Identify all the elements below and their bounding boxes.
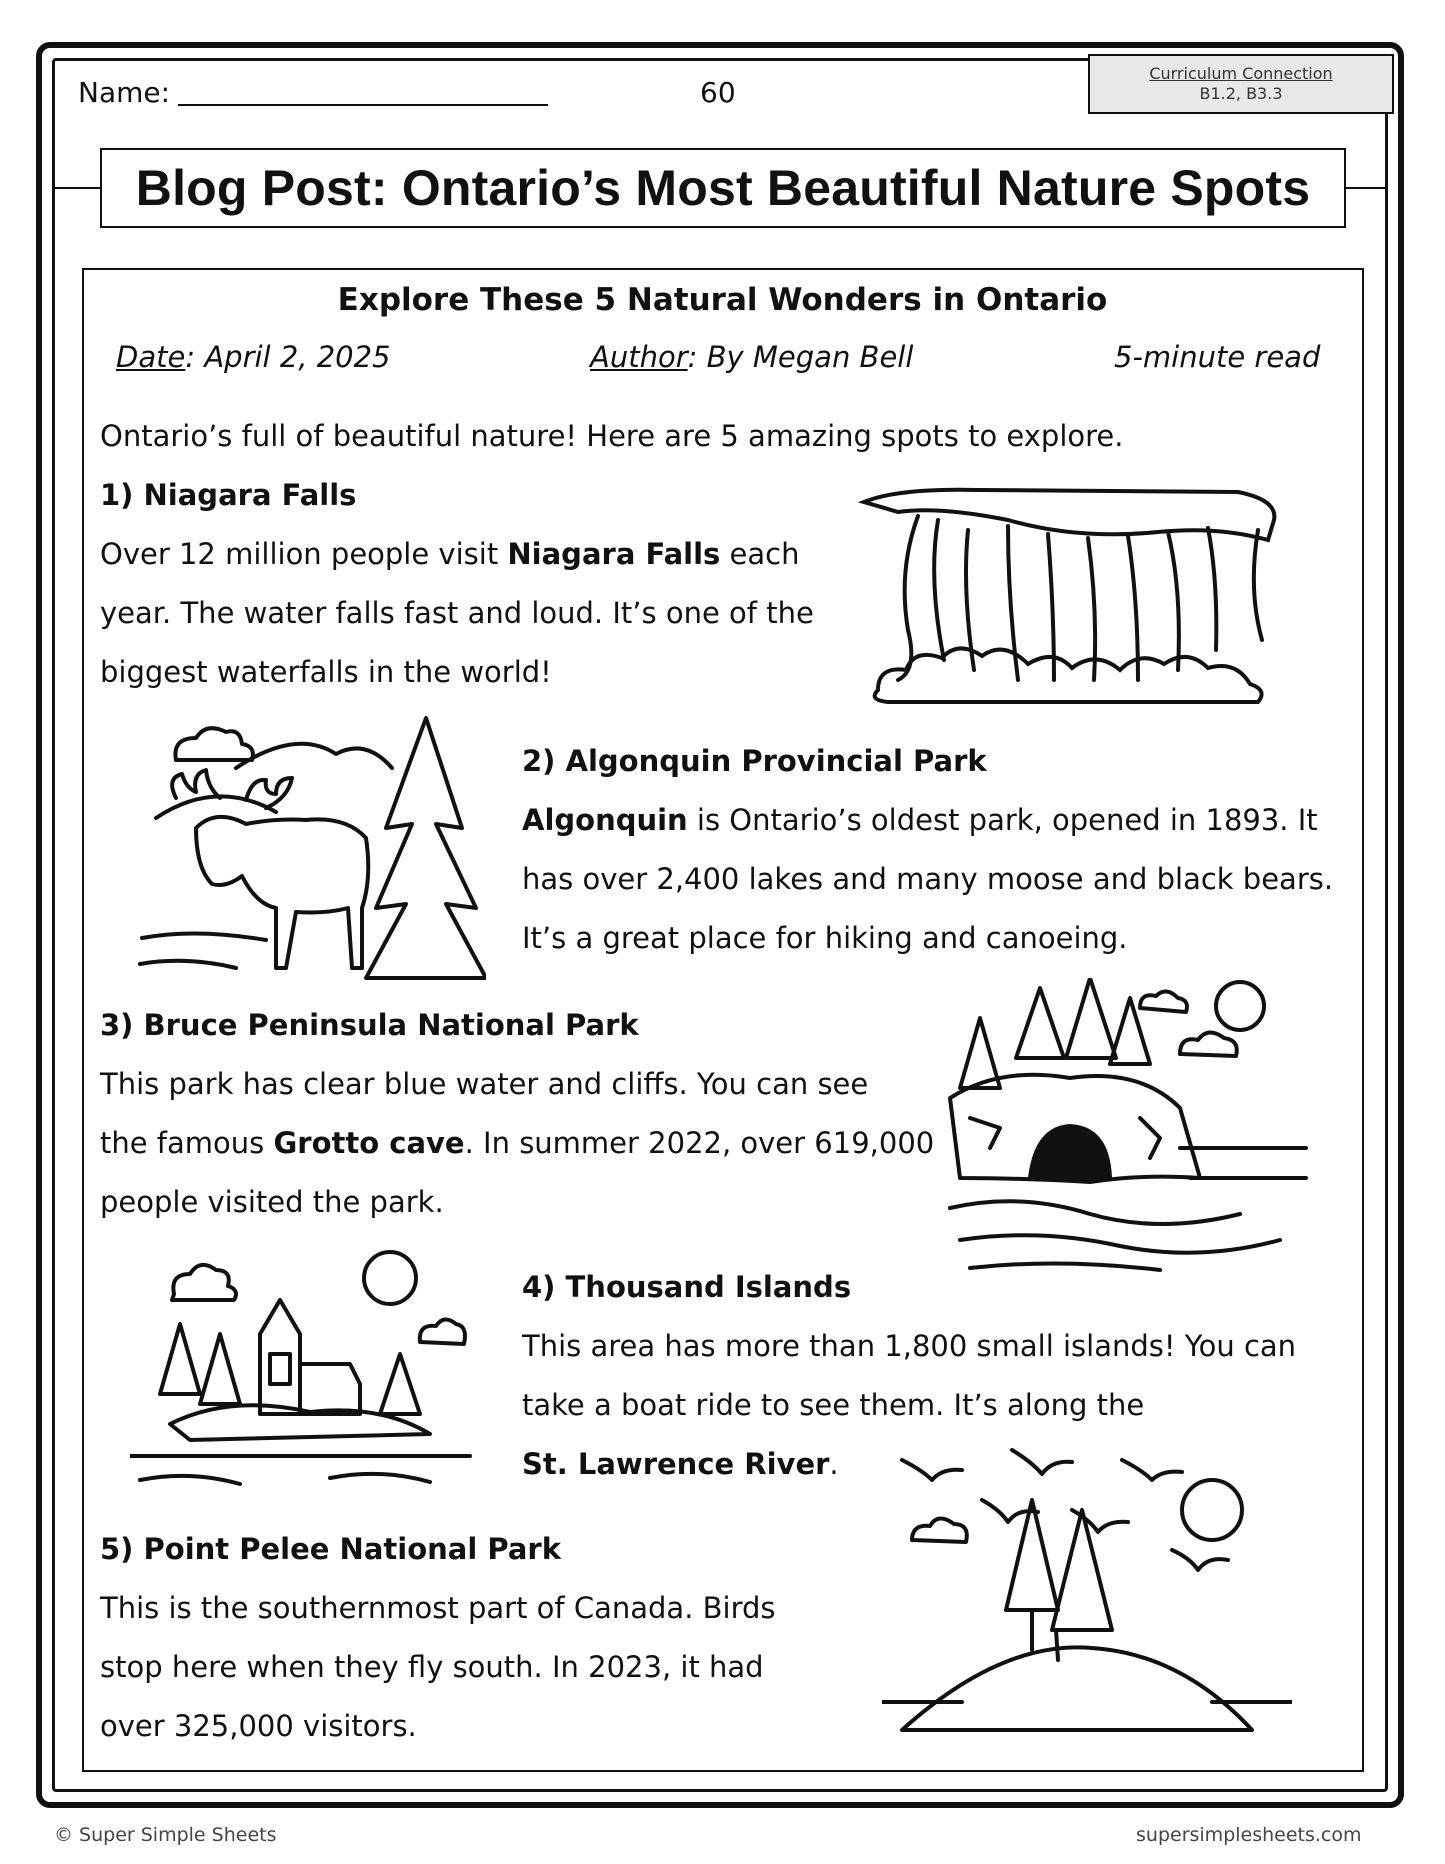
title-box (100, 148, 1346, 228)
section-point-pelee (100, 1520, 776, 1756)
text-run: year. The water falls fast and loud. It’s one of the (100, 596, 814, 630)
section-text-line (100, 1055, 934, 1114)
bold-term: St. Lawrence River (522, 1447, 830, 1481)
section-heading: 1) Niagara Falls (100, 478, 357, 512)
section-heading: 3) Bruce Peninsula National Park (100, 1008, 639, 1042)
section-bruce-peninsula (100, 996, 934, 1232)
bold-term: Algonquin (522, 803, 688, 837)
text-run: Over 12 million people visit (100, 537, 508, 571)
curriculum-title: Curriculum Connection (1149, 64, 1333, 83)
section-text-line (100, 1173, 934, 1232)
section-text-line (100, 584, 814, 643)
article-read-time: 5-minute read (1114, 340, 1321, 374)
text-run: the famous (100, 1126, 274, 1160)
text-run: stop here when they fly south. In 2023, it had (100, 1650, 764, 1684)
bold-term: Grotto cave (273, 1126, 465, 1160)
text-run: . (829, 1447, 839, 1481)
title-rule-right (1344, 187, 1388, 189)
article-author: Author: By Megan Bell (590, 340, 914, 374)
moose-forest-illustration (136, 708, 486, 988)
section-text-line (100, 1638, 776, 1697)
birds-trees-illustration (882, 1440, 1292, 1740)
text-run: biggest waterfalls in the world! (100, 655, 552, 689)
text-run: This is the southernmost part of Canada. Birds (100, 1591, 776, 1625)
footer-copyright: © Super Simple Sheets (54, 1824, 277, 1846)
section-text-line (100, 643, 814, 702)
text-run: . In summer 2022, over 619,000 (464, 1126, 935, 1160)
section-niagara-falls (100, 466, 814, 702)
section-text-line (522, 791, 1333, 850)
section-text-line (522, 1317, 1296, 1376)
text-run: has over 2,400 lakes and many moose and black bears. (522, 862, 1334, 896)
footer-website[interactable]: supersimplesheets.com (1136, 1824, 1362, 1846)
text-run: This area has more than 1,800 small islands! You can (522, 1329, 1297, 1363)
article-subtitle: Explore These 5 Natural Wonders in Ontario (337, 282, 1108, 318)
section-text-line (522, 850, 1333, 909)
text-run: take a boat ride to see them. It’s along the (522, 1388, 1145, 1422)
text-run: This park has clear blue water and cliffs. You can see (100, 1067, 869, 1101)
island-church-illustration (130, 1244, 480, 1504)
name-field[interactable]: Name: (78, 76, 548, 109)
text-run: is Ontario’s oldest park, opened in 1893. It (687, 803, 1318, 837)
curriculum-connection-box (1088, 54, 1394, 114)
curriculum-codes: B1.2, B3.3 (1199, 84, 1283, 103)
text-run: It’s a great place for hiking and canoeing. (522, 921, 1128, 955)
waterfall-illustration (858, 480, 1278, 720)
text-run: over 325,000 visitors. (100, 1709, 417, 1743)
text-run: each (720, 537, 800, 571)
section-algonquin-park (522, 732, 1333, 968)
section-heading: 2) Algonquin Provincial Park (522, 744, 987, 778)
section-text-line (100, 1579, 776, 1638)
text-run: people visited the park. (100, 1185, 444, 1219)
name-blank-line[interactable] (178, 104, 548, 106)
section-text-line (522, 1376, 1296, 1435)
section-text-line (100, 525, 814, 584)
page-title: Blog Post: Ontario’s Most Beautiful Nature Spots (135, 160, 1311, 216)
page-number: 60 (700, 76, 736, 109)
bold-term: Niagara Falls (507, 537, 721, 571)
section-text-line (522, 909, 1333, 968)
grotto-cliff-illustration (940, 978, 1310, 1278)
article-intro: Ontario’s full of beautiful nature! Here are 5 amazing spots to explore. (100, 419, 1124, 453)
section-heading: 4) Thousand Islands (522, 1270, 852, 1304)
section-text-line (100, 1697, 776, 1756)
article-date: Date: April 2, 2025 (116, 340, 391, 374)
section-text-line (100, 1114, 934, 1173)
title-rule-left (52, 187, 102, 189)
section-heading: 5) Point Pelee National Park (100, 1532, 561, 1566)
